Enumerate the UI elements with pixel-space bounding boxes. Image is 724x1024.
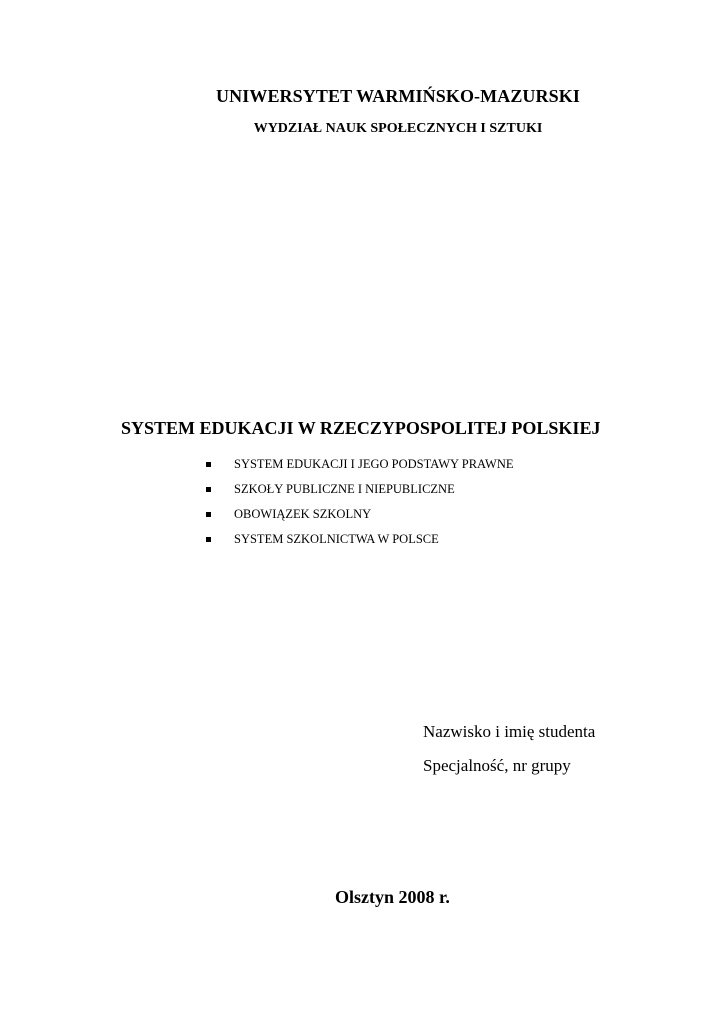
list-item — [206, 502, 514, 527]
topic-label: SZKOŁY PUBLICZNE I NIEPUBLICZNE — [234, 482, 455, 496]
list-item — [206, 477, 514, 502]
place-and-date: Olsztyn 2008 r. — [335, 887, 450, 907]
topic-label: SYSTEM EDUKACJI I JEGO PODSTAWY PRAWNE — [234, 457, 514, 471]
square-bullet-icon — [206, 462, 211, 467]
square-bullet-icon — [206, 487, 211, 492]
topic-label: OBOWIĄZEK SZKOLNY — [234, 507, 372, 521]
list-item — [206, 452, 514, 477]
list-item — [206, 527, 514, 552]
university-name: UNIWERSYTET WARMIŃSKO-MAZURSKI — [216, 86, 580, 106]
square-bullet-icon — [206, 537, 211, 542]
square-bullet-icon — [206, 512, 211, 517]
document-title: SYSTEM EDUKACJI W RZECZYPOSPOLITEJ POLSKIEJ — [121, 418, 601, 438]
topic-label: SYSTEM SZKOLNICTWA W POLSCE — [234, 532, 439, 546]
student-name-line: Nazwisko i imię studenta — [423, 722, 596, 741]
faculty-name: WYDZIAŁ NAUK SPOŁECZNYCH I SZTUKI — [253, 121, 543, 136]
student-group-line: Specjalność, nr grupy — [423, 756, 571, 775]
topic-list — [206, 452, 514, 552]
student-info — [423, 720, 595, 788]
